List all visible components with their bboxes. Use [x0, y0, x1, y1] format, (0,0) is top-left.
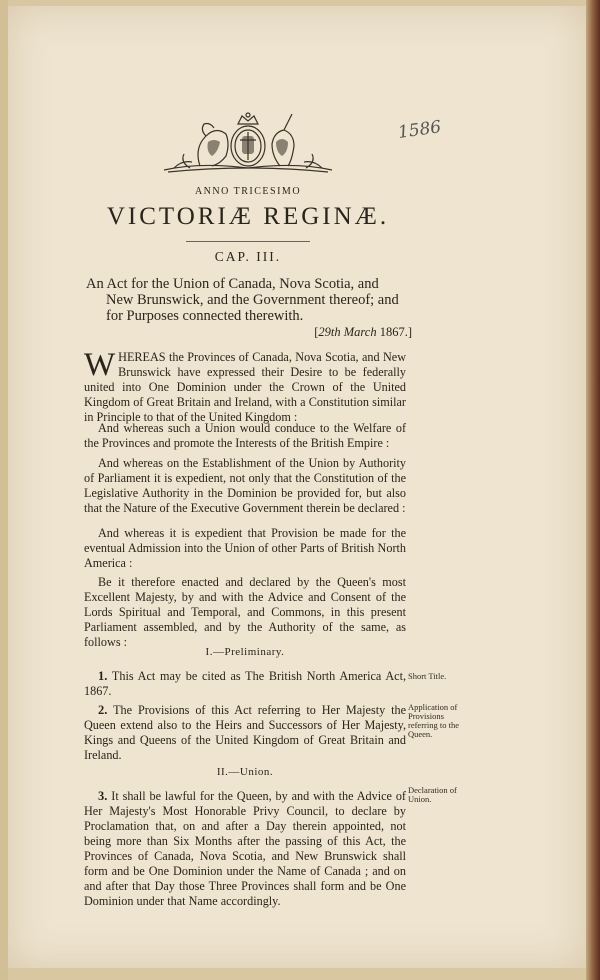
part-heading-preliminary: I.—Preliminary. [205, 646, 285, 658]
preamble-paragraph-2: And whereas such a Union would conduce to the Welfare of the Provinces and promote the Interests of the British Empire : [84, 421, 406, 450]
section-text: This Act may be cited as The British North America Act, 1867. [84, 669, 407, 698]
chapter-number: CAP. III. [214, 249, 282, 264]
handwritten-note: 1586 [396, 117, 443, 143]
title-line: An Act for the Union of Canada, Nova Scotia, and [86, 276, 379, 292]
preamble-paragraph-4: And whereas it is expedient that Provision be made for the eventual Admission into the Union of other Parts of British North America : [84, 526, 406, 570]
section-1 [84, 669, 406, 699]
margin-note-application: Application of Provisions referring to the Queen. [408, 702, 459, 739]
title-line: New Brunswick, and the Government thereof; and [106, 292, 399, 308]
book-spine [586, 0, 600, 980]
section-number: 3. [98, 789, 108, 803]
royal-coat-of-arms-icon [160, 112, 336, 176]
enacting-clause: Be it therefore enacted and declared by the Queen's most Excellent Majesty, by and with the Advice and Consent of the Lords Spiritual and Temporal, and Commons, in this present Parliament assembled, and by the Authority of the same, as follows : [84, 575, 406, 649]
section-number: 1. [98, 669, 108, 683]
scan-left-edge [0, 0, 8, 980]
victoriae-reginae-heading: VICTORIÆ REGINÆ. [106, 203, 390, 230]
section-text: The Provisions of this Act referring to Her Majesty the Queen extend also to the Heirs and Successors of Her Majesty, Kings and Queens of the United Kingdom of Great Britain and Ireland. [84, 703, 406, 762]
assent-date [260, 325, 412, 340]
preamble-text: HEREAS the Provinces of Canada, Nova Scotia, and New Brunswick have expressed their Desire to be federally united into One Dominion under the Crown of the United Kingdom of Great Britain and Ireland, with a Constitution similar in Principle to that of the United Kingdom : [84, 350, 406, 424]
title-line: for Purposes connected therewith. [106, 308, 304, 324]
preamble-paragraph-3: And whereas on the Establishment of the Union by Authority of Parliament it is expedient, not only that the Constitution of the Legislative Authority in the Dominion be provided for, but also that the Nature of the Executive Government therein be declared : [84, 456, 406, 515]
preamble-paragraph-1 [84, 347, 406, 425]
section-number: 2. [98, 703, 108, 717]
act-title [86, 276, 412, 324]
section-text: It shall be lawful for the Queen, by and with the Advice of Her Majesty's Most Honorable Privy Council, to declare by Proclamation that, on and after a Day therein appointed, not being more than Six Months after the passing of this Act, the Provinces of Canada, Nova Scotia, and New Brunswick shall form and be One Dominion under the Name of Canada ; and on and after that Day those Three Provinces shall form and be One Dominion under that Name accordingly. [84, 789, 406, 908]
drop-cap: W [84, 347, 116, 383]
date-italic: 29th March [318, 325, 377, 339]
header-divider [186, 241, 310, 242]
part-heading-union: II.—Union. [216, 766, 274, 778]
anno-tricesimo: ANNO TRICESIMO [194, 186, 302, 197]
margin-note-short-title: Short Title. [408, 671, 447, 681]
section-2 [84, 703, 406, 763]
date-rest: 1867.] [376, 325, 412, 339]
date-open: [ [314, 325, 319, 339]
margin-note-declaration: Declaration of Union. [408, 785, 457, 804]
section-3 [84, 789, 406, 909]
